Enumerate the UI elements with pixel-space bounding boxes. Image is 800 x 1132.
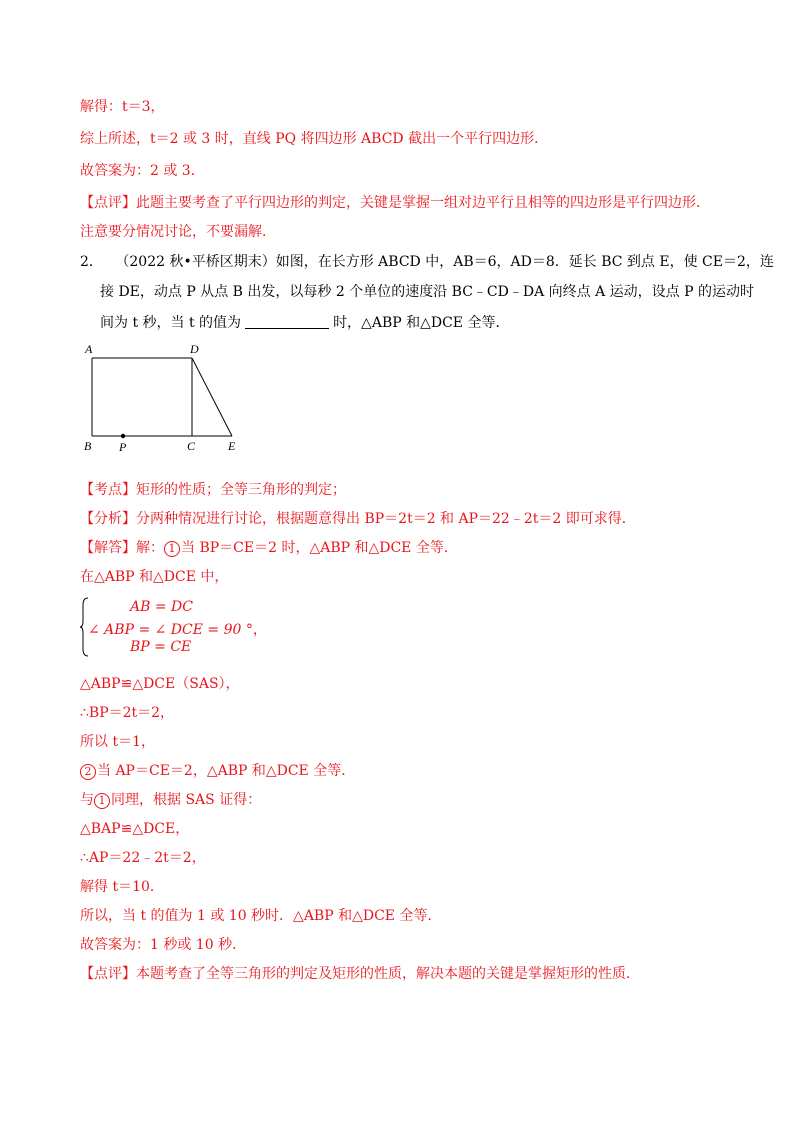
text-line: 综上所述，t＝2 或 3 时，直线 PQ 将四边形 ABCD 截出一个平行四边形． [80, 131, 549, 147]
text-line: 所以 t＝1， [80, 734, 155, 750]
circled-number-1: 1 [94, 793, 110, 809]
text-line: △ABP≌△DCE（SAS）， [80, 676, 240, 692]
case-2-line [80, 761, 355, 781]
equation-1: AB = DC [130, 599, 193, 615]
label-d: D [190, 342, 199, 356]
question-text: （2022 秋•平桥区期末）如图，在长方形 ABCD 中，AB＝6，AD＝8．延长 BC 到点 E，使 CE＝2，连 [115, 254, 774, 270]
text-line [80, 790, 261, 810]
text-line: △BAP≌△DCE， [80, 821, 190, 837]
comment-line: 【点评】此题主要考查了平行四边形的判定，关键是掌握一组对边平行且相等的四边形是平行四边形． [80, 195, 710, 211]
rectangle-figure [82, 340, 252, 455]
kaodian-line: 【考点】矩形的性质；全等三角形的判定； [80, 482, 346, 498]
equation-2-text: ∠ ABP = ∠ DCE = 90 ° [88, 622, 253, 638]
question-text: 时，△ABP 和△DCE 全等． [333, 315, 510, 331]
question-line-1 [80, 252, 774, 272]
answer-line: 故答案为：1 秒或 10 秒． [80, 937, 247, 953]
text-line: 在△ABP 和△DCE 中， [80, 569, 229, 585]
label-e: E [228, 439, 236, 453]
text-line: 解得 t＝10． [80, 879, 164, 895]
fenxi-line: 【分析】分两种情况进行讨论，根据题意得出 BP＝2t＝2 和 AP＝22﹣2t＝2 即可求得． [80, 511, 636, 527]
label-a: A [85, 342, 93, 356]
text-line: 解得：t＝3， [80, 99, 165, 115]
equation-3: BP = CE [130, 639, 192, 655]
same-rest: 同理，根据 SAS 证得： [111, 792, 262, 808]
equation-2 [88, 619, 267, 639]
equation-2-tail: ， [252, 622, 267, 638]
circled-number-1: 1 [164, 541, 180, 557]
question-line-3 [100, 313, 509, 333]
jieda-prefix: 【解答】解： [80, 540, 164, 556]
text-line: ∴AP＝22﹣2t＝2， [80, 850, 206, 866]
text-line: 故答案为：2 或 3． [80, 163, 205, 179]
case-1-text: 当 BP＝CE＝2 时，△ABP 和△DCE 全等． [181, 540, 458, 556]
label-c: C [187, 439, 196, 453]
text-line: ∴BP＝2t＝2， [80, 705, 175, 721]
same-prefix: 与 [80, 792, 94, 808]
segment-de [192, 358, 232, 436]
comment-line: 【点评】本题考查了全等三角形的判定及矩形的性质，解决本题的关键是掌握矩形的性质． [80, 966, 640, 982]
answer-blank [245, 314, 329, 329]
question-number: 2． [80, 254, 103, 270]
question-line-2: 接 DE，动点 P 从点 B 出发，以每秒 2 个单位的速度沿 BC﹣CD﹣DA 向终点 A 运动，设点 P 的运动时 [100, 284, 754, 300]
label-p: P [119, 440, 127, 454]
label-b: B [84, 439, 92, 453]
text-line: 注意要分情况讨论，不要漏解． [80, 224, 276, 240]
point-p [121, 434, 125, 438]
jieda-line [80, 538, 458, 558]
text-line: 所以，当 t 的值为 1 或 10 秒时．△ABP 和△DCE 全等． [80, 908, 442, 924]
question-text: 间为 t 秒，当 t 的值为 [100, 315, 242, 331]
case-2-text: 当 AP＝CE＝2，△ABP 和△DCE 全等． [97, 763, 356, 779]
circled-number-2: 2 [80, 764, 96, 780]
